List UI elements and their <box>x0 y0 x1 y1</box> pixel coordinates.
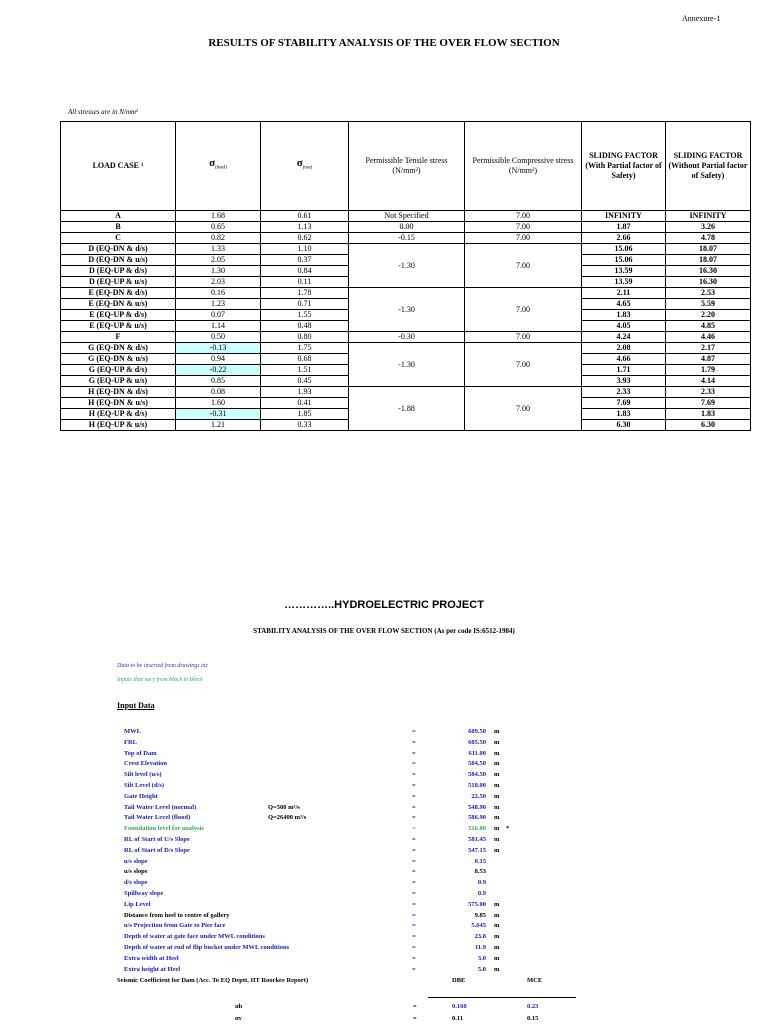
input-data-heading: Input Data <box>117 701 155 710</box>
header-sliding-without: SLIDING FACTOR (Without Partial factor of Safety) <box>666 122 751 211</box>
cell-heel: 2.05 <box>176 255 261 266</box>
cell-tensile-merged: -1.88 <box>349 387 465 431</box>
cell-toe: 1.93 <box>261 387 349 398</box>
input-unit: m <box>494 911 500 919</box>
input-unit: m <box>494 933 500 941</box>
cell-compressive-merged: 7.00 <box>465 387 582 431</box>
project-subtitle: STABILITY ANALYSIS OF THE OVER FLOW SECTION (As per code IS:6512-1984) <box>253 627 515 635</box>
cell-sf-without: 5.59 <box>666 299 751 310</box>
input-equals: = <box>412 782 416 789</box>
input-equals: = <box>412 825 416 833</box>
cell-sf-with: 1.83 <box>582 310 666 321</box>
input-row <box>0 726 768 737</box>
input-row <box>0 845 768 856</box>
input-equals: = <box>412 814 416 822</box>
input-label: Lip Level <box>124 900 151 908</box>
input-unit: m <box>494 728 500 735</box>
seismic-label: Seismic Coefficient for Dam (Acc. To EQ Deptt, IIT Roorkee Report) <box>117 977 309 984</box>
input-unit: m <box>494 825 500 833</box>
input-row <box>0 964 768 975</box>
input-value: 0.9 <box>477 890 486 897</box>
input-label: Tail Water Level (flood) <box>124 814 191 822</box>
input-value: 611.00 <box>468 749 486 757</box>
input-unit: m <box>494 944 500 951</box>
cell-sf-without: 3.26 <box>666 222 751 233</box>
cell-toe: 0.84 <box>261 266 349 277</box>
cell-toe: 1.85 <box>261 409 349 420</box>
table-row <box>61 244 751 255</box>
input-unit: m <box>494 803 500 811</box>
input-unit: m <box>494 738 500 746</box>
input-value: 516.00 <box>468 825 486 833</box>
cell-sf-without: 2.17 <box>666 343 751 354</box>
input-label: Top of Dam <box>124 749 157 757</box>
input-row <box>0 910 768 921</box>
cell-sf-with: 7.69 <box>582 398 666 409</box>
cell-sf-with: 2.33 <box>582 387 666 398</box>
input-equals: = <box>412 792 416 800</box>
input-row <box>0 812 768 823</box>
header-load-case: LOAD CASE ¹ <box>61 122 176 211</box>
input-unit: m <box>494 846 500 854</box>
cell-sf-without: 2.20 <box>666 310 751 321</box>
cell-toe: 1.55 <box>261 310 349 321</box>
units-note: All stresses are in N/mm² <box>68 108 139 116</box>
input-label: Spillway slope <box>124 890 164 897</box>
header-compressive: Permissible Compressive stress (N/mm²) <box>465 122 582 211</box>
input-unit: m <box>494 782 500 789</box>
cell-heel: 1.14 <box>176 321 261 332</box>
input-row <box>0 920 768 931</box>
header-sigma-toe: $\sigma_{(toe)}$ <box>261 122 349 211</box>
input-equals: = <box>412 911 416 919</box>
cell-tensile: -0.30 <box>349 332 465 343</box>
input-label: u/s slope <box>124 868 148 876</box>
cell-tensile: 0.00 <box>349 222 465 233</box>
cell-load-case: D (EQ-DN & d/s) <box>61 244 176 255</box>
input-label: Depth of water at end of flip bucket under MWL conditions <box>124 944 290 951</box>
cell-heel: 1.68 <box>176 211 261 222</box>
input-unit: m <box>494 771 500 779</box>
annexure-label: Annexure-1 <box>682 14 721 23</box>
input-unit: m <box>494 749 500 757</box>
input-unit: m <box>494 792 500 800</box>
input-note: Q=500 m³/s <box>268 803 300 811</box>
input-label: Tail Water Level (normal) <box>124 803 197 811</box>
cell-sf-without: 1.83 <box>666 409 751 420</box>
input-unit: m <box>494 900 500 908</box>
input-row <box>0 802 768 813</box>
input-row <box>0 866 768 877</box>
input-label: Distance from heel to centre of gallery <box>124 911 230 919</box>
input-value: 9.85 <box>474 911 486 919</box>
cell-load-case: E (EQ-DN & d/s) <box>61 288 176 299</box>
input-equals: = <box>412 857 416 865</box>
cell-sf-without: 18.07 <box>666 244 751 255</box>
cell-heel: 0.08 <box>176 387 261 398</box>
input-star: * <box>506 825 510 833</box>
seismic-mce-value: 0.23 <box>527 1003 539 1010</box>
input-value: 518.00 <box>468 782 486 789</box>
cell-load-case: H (EQ-DN & u/s) <box>61 398 176 409</box>
cell-sf-without: 4.14 <box>666 376 751 387</box>
table-row <box>61 288 751 299</box>
input-row <box>0 942 768 953</box>
input-equals: = <box>412 760 416 768</box>
input-unit: m <box>494 954 500 962</box>
page-title: RESULTS OF STABILITY ANALYSIS OF THE OVER FLOW SECTION <box>208 37 560 49</box>
cell-sf-without: 16.30 <box>666 277 751 288</box>
cell-load-case: D (EQ-DN & u/s) <box>61 255 176 266</box>
cell-sf-with: 13.59 <box>582 277 666 288</box>
cell-sf-without: 1.79 <box>666 365 751 376</box>
input-row <box>0 769 768 780</box>
input-label: Depth of water at gate face under MWL conditions <box>124 933 265 941</box>
input-equals: = <box>412 944 416 951</box>
cell-load-case: A <box>61 211 176 222</box>
cell-toe: 0.62 <box>261 233 349 244</box>
cell-toe: 0.48 <box>261 321 349 332</box>
input-equals: = <box>412 900 416 908</box>
input-label: u/s slope <box>124 857 148 865</box>
input-value: 5.645 <box>471 922 486 930</box>
input-row <box>0 888 768 899</box>
cell-sf-with: 6.30 <box>582 420 666 431</box>
cell-heel: 0.50 <box>176 332 261 343</box>
cell-heel: 0.07 <box>176 310 261 321</box>
input-value: 581.45 <box>468 836 486 843</box>
cell-heel: 2.03 <box>176 277 261 288</box>
cell-sf-with: 4.65 <box>582 299 666 310</box>
header-sigma-heel: $\sigma_{(heel)}$ <box>176 122 261 211</box>
input-value: 23.8 <box>474 933 486 941</box>
input-equals: = <box>412 933 416 941</box>
cell-compressive: 7.00 <box>465 233 582 244</box>
input-row <box>0 791 768 802</box>
seismic-symbol: αv <box>235 1015 242 1022</box>
cell-compressive: 7.00 <box>465 332 582 343</box>
seismic-symbol: αh <box>235 1003 243 1010</box>
cell-sf-with: 3.93 <box>582 376 666 387</box>
cell-sf-without: 7.69 <box>666 398 751 409</box>
cell-load-case: G (EQ-DN & u/s) <box>61 354 176 365</box>
cell-toe: 0.68 <box>261 354 349 365</box>
cell-toe: 0.61 <box>261 211 349 222</box>
input-value: 547.15 <box>468 846 486 854</box>
cell-sf-without: 2.53 <box>666 288 751 299</box>
seismic-equals: = <box>413 1003 417 1010</box>
input-unit: m <box>494 760 500 768</box>
input-equals: = <box>412 846 416 854</box>
cell-heel: 1.21 <box>176 420 261 431</box>
cell-sf-with: 4.05 <box>582 321 666 332</box>
cell-toe: 0.80 <box>261 332 349 343</box>
input-label: Extra width at Heel <box>124 954 179 962</box>
cell-load-case: H (EQ-DN & d/s) <box>61 387 176 398</box>
header-tensile: Permissible Tensile stress (N/mm²) <box>349 122 465 211</box>
cell-sf-with: 1.87 <box>582 222 666 233</box>
header-sliding-with: SLIDING FACTOR (With Partial factor of Safety) <box>582 122 666 211</box>
cell-toe: 0.33 <box>261 420 349 431</box>
input-label: u/s Projection from Gate to Pier face <box>124 922 226 930</box>
input-value: 0.9 <box>477 879 486 887</box>
input-row <box>0 758 768 769</box>
cell-sf-without: 4.46 <box>666 332 751 343</box>
input-value: 3.0 <box>477 954 486 962</box>
cell-load-case: E (EQ-DN & u/s) <box>61 299 176 310</box>
cell-sf-with: 2.11 <box>582 288 666 299</box>
input-value: 11.9 <box>474 944 486 951</box>
cell-heel: 0.16 <box>176 288 261 299</box>
cell-heel: 1.60 <box>176 398 261 409</box>
cell-tensile-merged: -1.30 <box>349 244 465 288</box>
cell-heel: 0.82 <box>176 233 261 244</box>
input-label: Extra height at Heel <box>124 965 181 973</box>
cell-heel-highlighted: -0.22 <box>176 365 261 376</box>
input-equals: = <box>412 890 416 897</box>
cell-sf-with: 15.06 <box>582 255 666 266</box>
input-equals: = <box>412 803 416 811</box>
cell-toe: 0.11 <box>261 277 349 288</box>
input-row <box>0 748 768 759</box>
cell-toe: 0.71 <box>261 299 349 310</box>
cell-heel-highlighted: -0.31 <box>176 409 261 420</box>
input-equals: = <box>412 738 416 746</box>
cell-sf-without: 4.87 <box>666 354 751 365</box>
seismic-equals: = <box>413 1015 417 1022</box>
cell-heel: 1.30 <box>176 266 261 277</box>
input-label: Silt Level (d/s) <box>124 782 165 789</box>
cell-sf-with: 2.08 <box>582 343 666 354</box>
cell-load-case: G (EQ-DN & d/s) <box>61 343 176 354</box>
seismic-divider <box>428 997 576 998</box>
cell-compressive-merged: 7.00 <box>465 343 582 387</box>
input-label: FRL <box>124 738 137 746</box>
input-row <box>0 737 768 748</box>
input-equals: = <box>412 771 416 779</box>
input-label: RL of Start of D/s Slope <box>124 846 190 854</box>
cell-tensile: -0.15 <box>349 233 465 244</box>
input-equals: = <box>412 836 416 843</box>
cell-heel: 1.23 <box>176 299 261 310</box>
input-value: 575.00 <box>468 900 486 908</box>
input-row <box>0 899 768 910</box>
project-title: …………..HYDROELECTRIC PROJECT <box>284 599 484 611</box>
input-row <box>0 856 768 867</box>
cell-compressive-merged: 7.00 <box>465 288 582 332</box>
input-value: 8.53 <box>474 868 486 876</box>
input-row <box>0 953 768 964</box>
cell-tensile-merged: -1.30 <box>349 288 465 332</box>
cell-toe: 0.41 <box>261 398 349 409</box>
cell-tensile-merged: -1.30 <box>349 343 465 387</box>
cell-sf-with: 1.71 <box>582 365 666 376</box>
input-value: 584.50 <box>468 760 486 768</box>
cell-sf-with: 2.66 <box>582 233 666 244</box>
input-value: 586.90 <box>468 814 486 822</box>
input-row <box>0 931 768 942</box>
cell-toe: 1.78 <box>261 288 349 299</box>
cell-load-case: E (EQ-UP & d/s) <box>61 310 176 321</box>
cell-toe: 1.10 <box>261 244 349 255</box>
cell-toe: 1.51 <box>261 365 349 376</box>
cell-load-case: E (EQ-UP & u/s) <box>61 321 176 332</box>
input-label: Gate Height <box>124 792 158 800</box>
cell-load-case: F <box>61 332 176 343</box>
seismic-mce-header: MCE <box>527 977 543 984</box>
input-unit: m <box>494 836 500 843</box>
input-equals: = <box>412 922 416 930</box>
cell-sf-without: INFINITY <box>666 211 751 222</box>
cell-sf-with: 4.66 <box>582 354 666 365</box>
input-value: 584.50 <box>468 771 486 779</box>
cell-load-case: G (EQ-UP & u/s) <box>61 376 176 387</box>
input-label: Foundation level for analysis <box>124 825 204 833</box>
input-value: 5.0 <box>477 965 486 973</box>
cell-heel: 0.85 <box>176 376 261 387</box>
input-row <box>0 834 768 845</box>
input-label: Crest Elevation <box>124 760 168 768</box>
cell-load-case: D (EQ-UP & u/s) <box>61 277 176 288</box>
input-value: 22.50 <box>471 792 486 800</box>
input-note: Q=26400 m³/s <box>268 814 307 822</box>
cell-load-case: H (EQ-UP & d/s) <box>61 409 176 420</box>
input-row <box>0 877 768 888</box>
cell-sf-without: 4.78 <box>666 233 751 244</box>
input-row <box>0 780 768 791</box>
legend-green: Inputs that vary from block to block <box>117 677 203 683</box>
input-value: 0.15 <box>474 857 486 865</box>
cell-sf-without: 16.30 <box>666 266 751 277</box>
seismic-dbe-value: 0.11 <box>452 1015 464 1022</box>
input-label: d/s slope <box>124 879 148 887</box>
results-table <box>60 121 751 431</box>
legend-blue: Data to be inserted from drawings etc <box>117 663 209 669</box>
table-row <box>61 233 751 244</box>
cell-sf-without: 6.30 <box>666 420 751 431</box>
input-label: RL of Start of U/s Slope <box>124 836 190 843</box>
table-row <box>61 387 751 398</box>
cell-load-case: B <box>61 222 176 233</box>
input-equals: = <box>412 868 416 876</box>
input-value: 609.50 <box>468 728 486 735</box>
cell-toe: 1.75 <box>261 343 349 354</box>
table-row <box>61 332 751 343</box>
cell-load-case: C <box>61 233 176 244</box>
seismic-mce-value: 0.15 <box>527 1015 539 1022</box>
input-equals: = <box>412 879 416 887</box>
table-row <box>61 343 751 354</box>
cell-sf-with: 4.24 <box>582 332 666 343</box>
cell-sf-without: 4.85 <box>666 321 751 332</box>
cell-toe: 0.37 <box>261 255 349 266</box>
cell-sf-without: 18.07 <box>666 255 751 266</box>
cell-sf-with: 15.06 <box>582 244 666 255</box>
input-equals: = <box>412 728 416 735</box>
cell-heel: 0.94 <box>176 354 261 365</box>
input-unit: m <box>494 965 500 973</box>
cell-heel-highlighted: -0.13 <box>176 343 261 354</box>
input-unit: m <box>494 814 500 822</box>
cell-toe: 0.45 <box>261 376 349 387</box>
input-label: Silt level (u/s) <box>124 771 162 779</box>
table-row <box>61 222 751 233</box>
cell-compressive: 7.00 <box>465 211 582 222</box>
cell-load-case: H (EQ-UP & u/s) <box>61 420 176 431</box>
table-row <box>61 211 751 222</box>
input-unit: m <box>494 922 500 930</box>
seismic-dbe-value: 0.160 <box>452 1003 467 1010</box>
cell-tensile: Not Specified <box>349 211 465 222</box>
cell-sf-without: 2.33 <box>666 387 751 398</box>
input-value: 605.50 <box>468 738 486 746</box>
input-label: MWL <box>124 728 141 735</box>
cell-load-case: G (EQ-UP & d/s) <box>61 365 176 376</box>
cell-compressive-merged: 7.00 <box>465 244 582 288</box>
seismic-dbe-header: DBE <box>452 977 466 984</box>
cell-load-case: D (EQ-UP & d/s) <box>61 266 176 277</box>
input-row <box>0 823 768 834</box>
cell-sf-with: 1.83 <box>582 409 666 420</box>
input-value: 548.90 <box>468 803 486 811</box>
input-equals: = <box>412 749 416 757</box>
cell-sf-with: INFINITY <box>582 211 666 222</box>
table-header-row <box>61 122 751 211</box>
input-equals: = <box>412 965 416 973</box>
input-equals: = <box>412 954 416 962</box>
cell-heel: 0.65 <box>176 222 261 233</box>
cell-compressive: 7.00 <box>465 222 582 233</box>
cell-sf-with: 13.59 <box>582 266 666 277</box>
cell-heel: 1.33 <box>176 244 261 255</box>
cell-toe: 1.13 <box>261 222 349 233</box>
